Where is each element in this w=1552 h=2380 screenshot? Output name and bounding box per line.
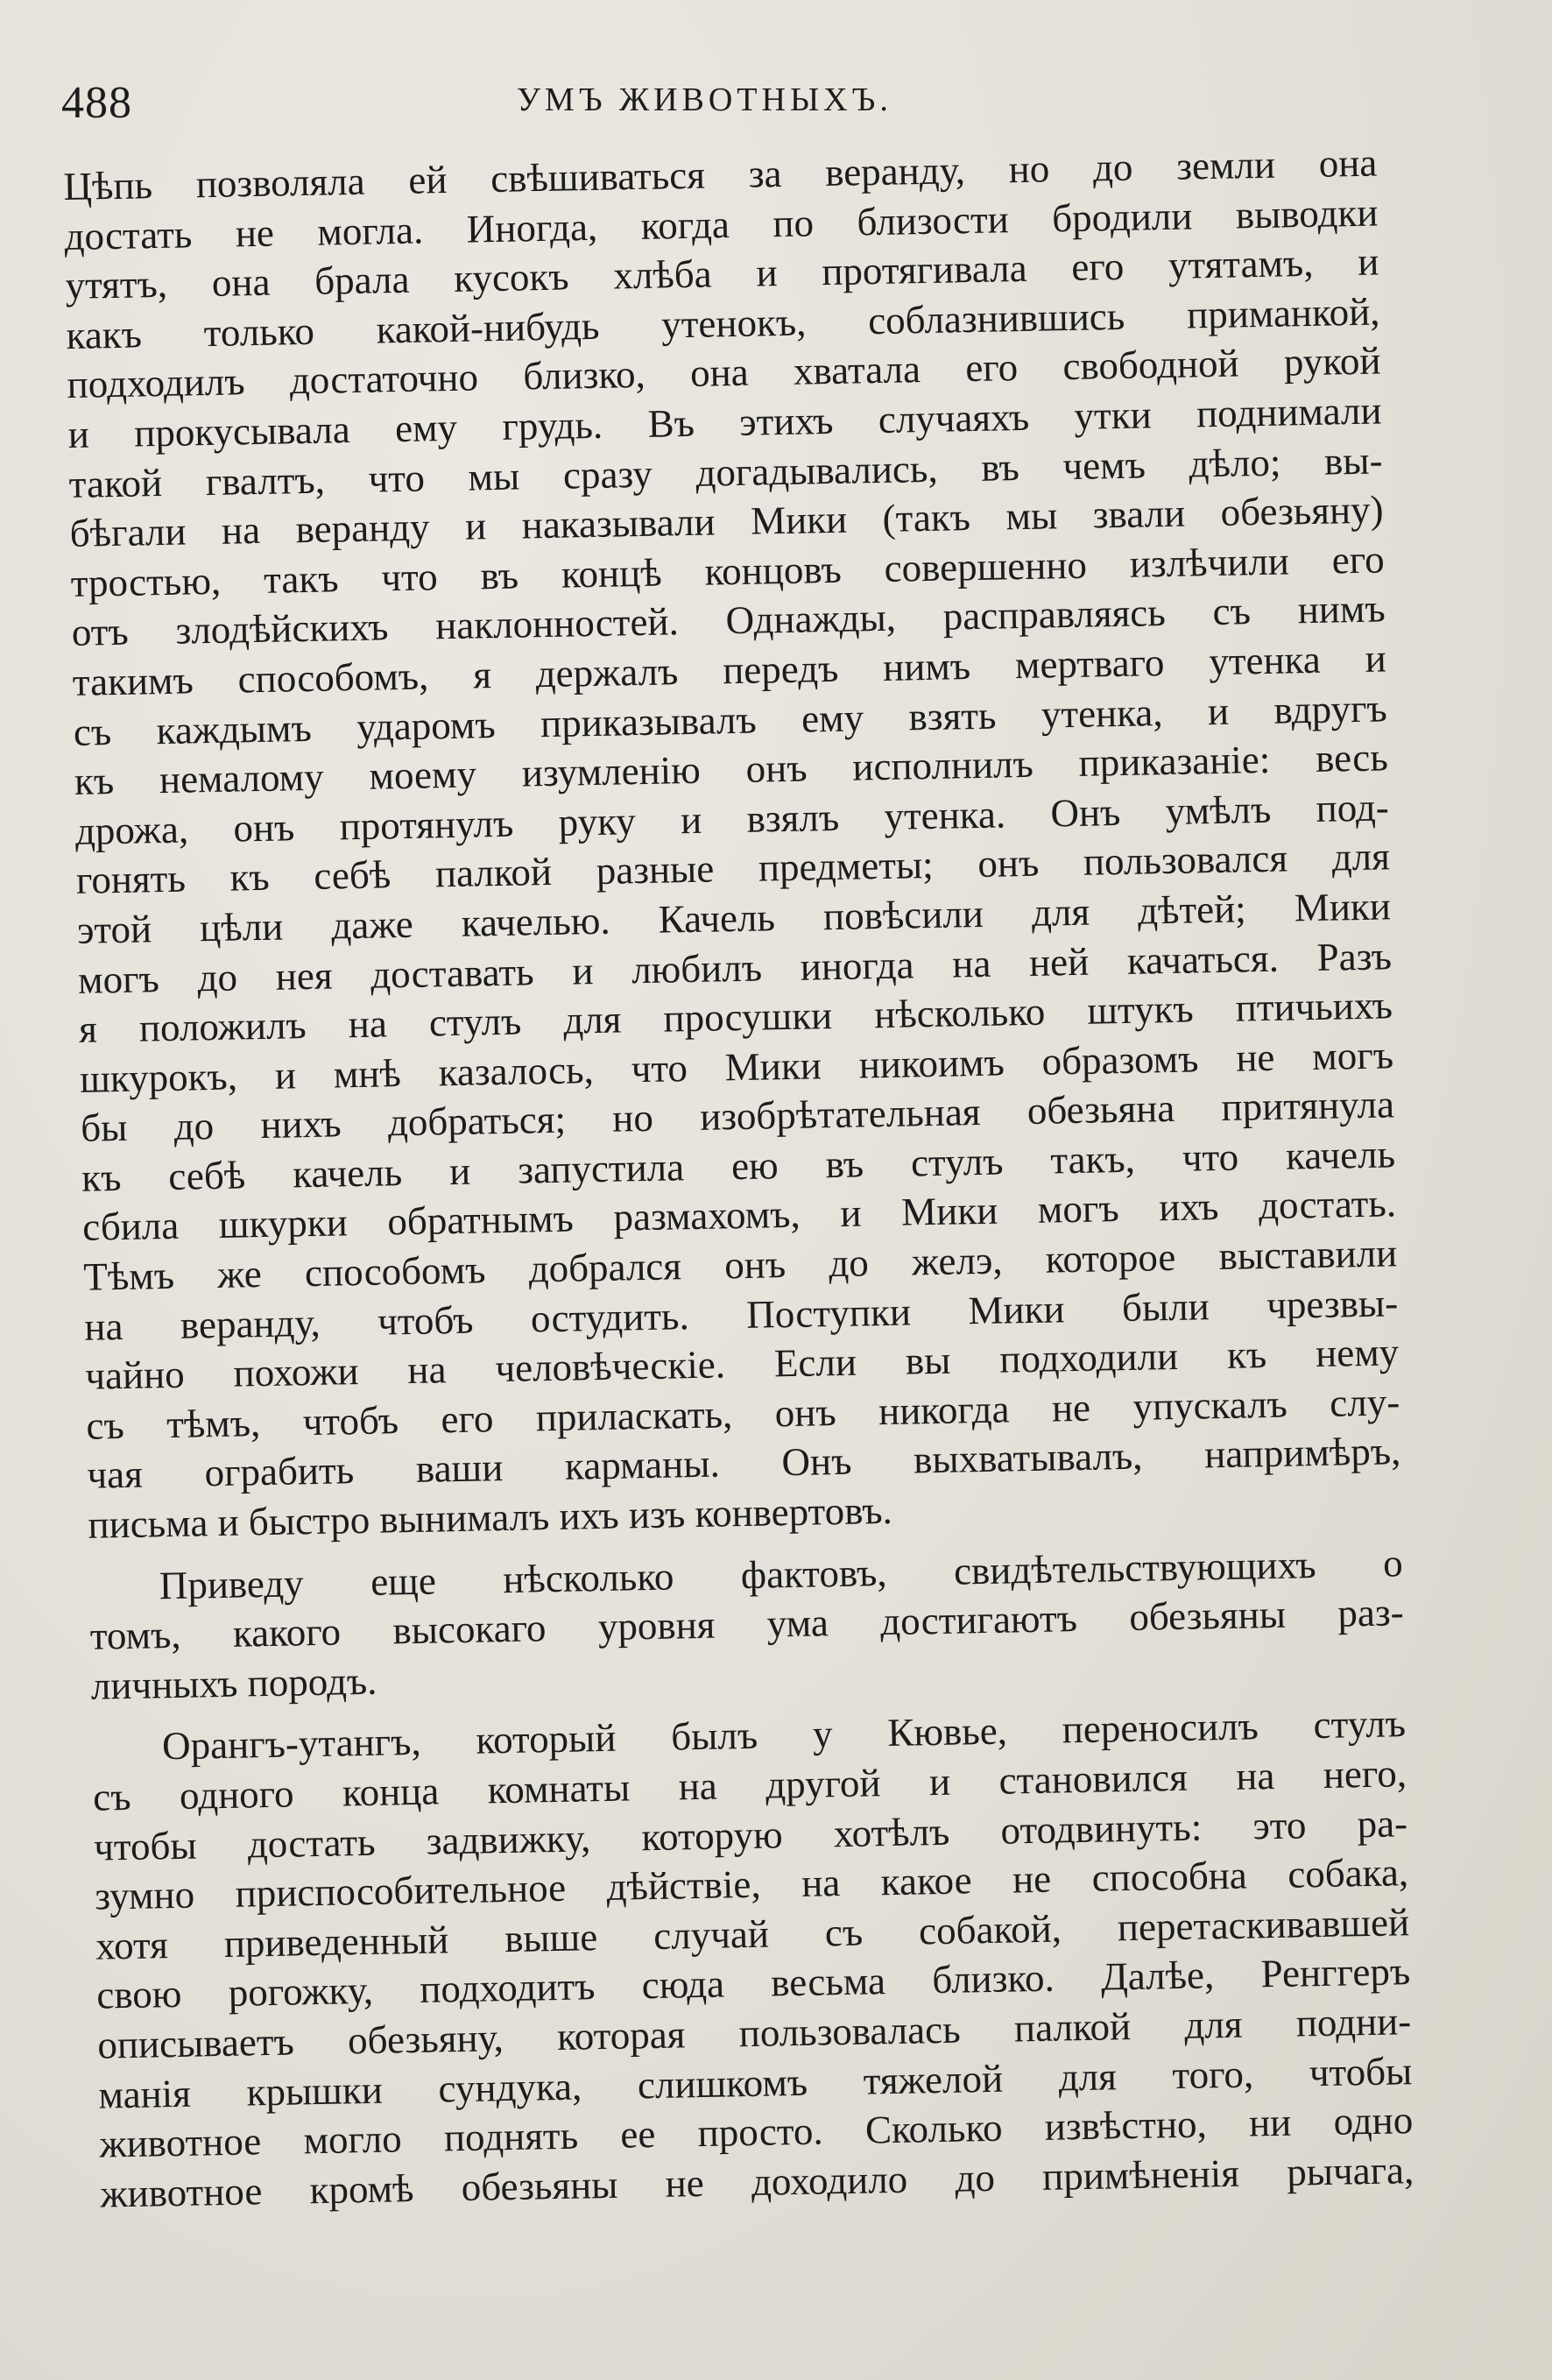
text-line: отъ злодѣйскихъ наклонностей. Однажды, расправляясь съ нимъ <box>71 586 1386 655</box>
text-line: бѣгали на веранду и наказывали Мики (такъ мы звали обезьяну) <box>69 487 1384 556</box>
text-line: манія крышки сундука, слишкомъ тяжелой для того, чтобы <box>97 2048 1413 2117</box>
running-title: УМЪ ЖИВОТНЫХЪ. <box>517 81 892 118</box>
text-line: дрожа, онъ протянулъ руку и взялъ утенка. Онъ умѣлъ под- <box>74 785 1390 853</box>
text-line: я положилъ на стулъ для просушки нѣсколько штукъ птичьихъ <box>78 983 1393 1051</box>
text-line: томъ, какого высокаго уровня ума достигаютъ обезьяны раз- <box>89 1590 1405 1658</box>
text-line: утятъ, она брала кусокъ хлѣба и протягивала его утятамъ, и <box>65 239 1379 308</box>
text-line: личныхъ породъ. <box>90 1658 377 1708</box>
text-line: сбила шкурки обратнымъ размахомъ, и Мики могъ ихъ достать. <box>81 1181 1397 1250</box>
text-line: какъ только какой-нибудь утенокъ, соблазнившись приманкой, <box>66 289 1380 357</box>
text-line: Приведу еще нѣсколько фактовъ, свидѣтельствующихъ о <box>159 1540 1404 1607</box>
text-line: съ каждымъ ударомъ приказывалъ ему взять утенка, и вдругъ <box>73 685 1388 754</box>
text-line: тростью, такъ что въ концѣ концовъ совершенно излѣчили его <box>70 537 1386 605</box>
text-line: свою рогожку, подходитъ сюда весьма близко. Далѣе, Ренггеръ <box>95 1949 1411 2018</box>
text-line: зумно приспособительное дѣйствіе, на какое не способна собака, <box>94 1850 1409 1918</box>
text-line: могъ до нея доставать и любилъ иногда на ней качаться. Разъ <box>77 933 1393 1002</box>
text-line: достать не могла. Иногда, когда по близости бродили выводки <box>64 190 1379 258</box>
paragraph-2 <box>88 1538 1405 1711</box>
paragraph-3 <box>92 1699 1414 2219</box>
text-line: Цѣпь позволяла ей свѣшиваться за веранду, но до земли она <box>63 140 1378 208</box>
text-line: чая ограбить ваши карманы. Онъ выхватывалъ, напримѣръ, <box>87 1429 1401 1498</box>
text-line: къ немалому моему изумленію онъ исполнилъ приказаніе: весь <box>74 735 1389 804</box>
text-line: такимъ способомъ, я держалъ передъ нимъ мертваго утенка и <box>72 636 1387 704</box>
text-line: къ себѣ качель и запустила ею въ стулъ такъ, что качель <box>81 1132 1396 1200</box>
text-line: съ одного конца комнаты на другой и становился на него, <box>92 1751 1407 1819</box>
text-line: чайно похожи на человѣческіе. Если вы подходили къ нему <box>84 1330 1400 1399</box>
text-line: чтобы достать задвижку, которую хотѣлъ отодвинуть: это ра- <box>93 1800 1408 1869</box>
text-line: Тѣмъ же способомъ добрался онъ до желэ, которое выставили <box>82 1231 1398 1299</box>
text-line: гонять къ себѣ палкой разные предметы; онъ пользовался для <box>75 834 1391 903</box>
page-number: 488 <box>61 78 132 128</box>
text-line: Орангъ-утангъ, который былъ у Кювье, переносилъ стулъ <box>161 1701 1407 1769</box>
text-line: съ тѣмъ, чтобъ его приласкать, онъ никогда не упускалъ слу- <box>85 1380 1400 1448</box>
text-line: на веранду, чтобъ остудить. Поступки Мики были чрезвы- <box>83 1280 1399 1349</box>
paragraph-1 <box>63 138 1402 1550</box>
text-line: подходилъ достаточно близко, она хватала его свободной рукой <box>67 338 1381 407</box>
text-line: хотя приведенный выше случай съ собакой, перетаскивавшей <box>95 1899 1410 1968</box>
text-line: животное кромѣ обезьяны не доходило до примѣненія рычага, <box>100 2147 1414 2216</box>
text-line: и прокусывала ему грудь. Въ этихъ случаяхъ утки поднимали <box>67 388 1382 456</box>
body-text <box>63 138 1414 2219</box>
text-line: шкурокъ, и мнѣ казалось, что Мики никоимъ образомъ не могъ <box>79 1033 1394 1101</box>
text-line: описываетъ обезьяну, которая пользовалась палкой для подни- <box>96 1999 1412 2067</box>
text-line: животное могло поднять ее просто. Сколько извѣстно, ни одно <box>99 2098 1414 2166</box>
text-line: письма и быстро вынималъ ихъ изъ конвертовъ. <box>88 1487 893 1547</box>
text-line: такой гвалтъ, что мы сразу догадывались, въ чемъ дѣло; вы- <box>68 438 1383 506</box>
running-head <box>61 77 1375 130</box>
text-line: бы до нихъ добраться; но изобрѣтательная обезьяна притянула <box>80 1082 1395 1151</box>
text-line: этой цѣли даже качелью. Качель повѣсили для дѣтей; Мики <box>76 884 1392 952</box>
